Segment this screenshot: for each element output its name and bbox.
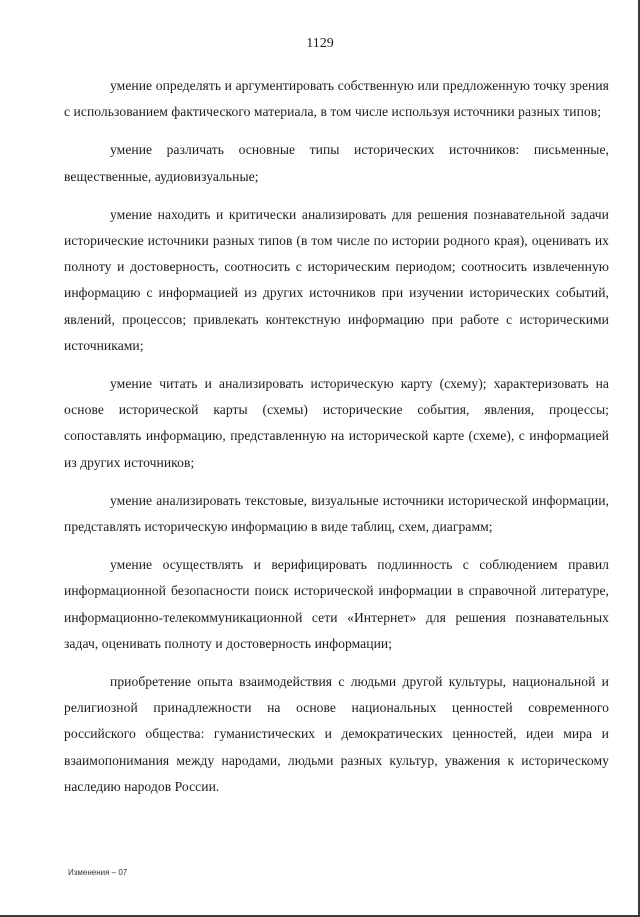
paragraph-5: умение анализировать текстовые, визуальные источники исторической информации, представлять историческую информацию в виде таблиц, схем, диаграмм; <box>64 492 609 535</box>
page-number: 1129 <box>306 36 334 51</box>
paragraph-1: умение определять и аргументировать собственную или предложенную точку зрения с использованием фактического материала, в том числе используя источники разных типов; <box>64 78 609 120</box>
paragraph-7: приобретение опыта взаимодействия с людьми другой культуры, национальной и религиозной принадлежности на основе национальных ценностей современного российского общества: гуманистических и демократических ценностей, идеи мира и взаимопонимания между народами, людьми разных культур, уважения к историческому наследию народов России. <box>64 674 609 794</box>
footer-note: Изменения – 07 <box>68 868 128 877</box>
paragraph-4: умение читать и анализировать историческую карту (схему); характеризовать на основе исторической карты (схемы) исторические события, явления, процессы; сопоставлять информацию, представленную на исторической карте (схеме), с информацией из других источников; <box>64 376 609 470</box>
body-text <box>64 73 609 812</box>
paragraph-3: умение находить и критически анализировать для решения познавательной задачи исторические источники разных типов (в том числе по истории родного края), оценивать их полноту и достоверность, соотносить с историческим периодом; соотносить извлеченную информацию с информацией из других источников при изучении исторических событий, явлений, процессов; привлекать контекстную информацию при работе с историческими источниками; <box>64 206 609 353</box>
paragraph-6: умение осуществлять и верифицировать подлинность с соблюдением правил информационной безопасности поиск исторической информации в справочной литературе, информационно-телекоммуникационной сети «Интернет» для решения познавательных задач, оценивать полноту и достоверность информации; <box>64 557 609 651</box>
paragraph-2: умение различать основные типы исторических источников: письменные, вещественные, аудиовизуальные; <box>64 142 609 184</box>
